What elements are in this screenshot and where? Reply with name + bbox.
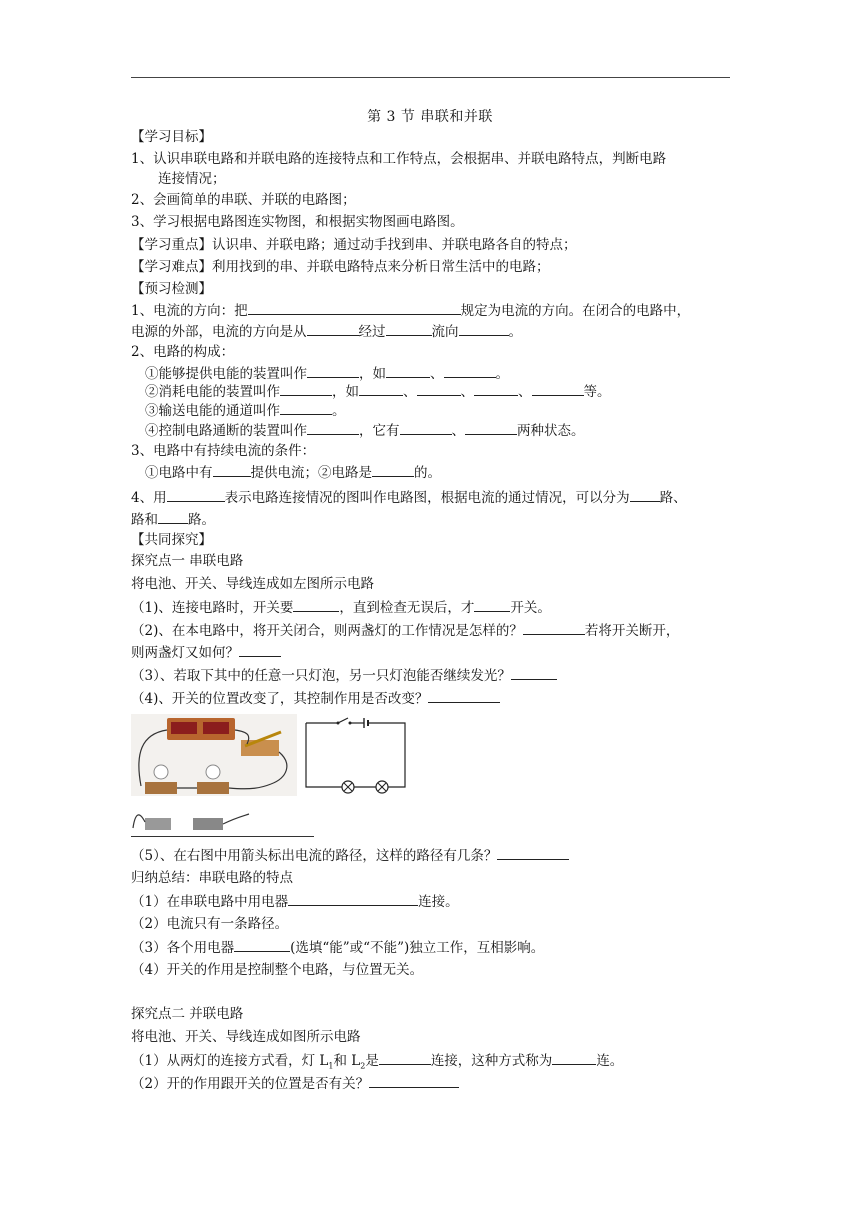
goal-1-cont: 连接情况； <box>158 171 226 187</box>
answer-blank[interactable] <box>234 938 290 952</box>
ex1-text: 则两盏灯又如何？ <box>131 645 239 661</box>
answer-blank[interactable] <box>293 598 339 612</box>
ex1-text: （1)、连接电路时，开关要 <box>131 600 294 616</box>
ex1-text: （5）、在右图中用箭头标出电流的路径，这样的路径有几条？ <box>131 848 498 864</box>
answer-blank[interactable] <box>280 382 332 396</box>
q2-text: 。 <box>495 366 509 382</box>
parallel-circuit-photo-fragment <box>131 804 251 836</box>
figure-underline <box>131 836 314 837</box>
summary-3 <box>131 938 544 957</box>
q1-text: 。 <box>508 324 522 340</box>
ex2-text: 是 <box>365 1053 379 1069</box>
subscript: 2 <box>360 1061 366 1071</box>
answer-blank[interactable] <box>511 666 557 680</box>
answer-blank[interactable] <box>386 322 432 336</box>
goal-2: 2、会画简单的串联、并联的电路图； <box>131 192 356 208</box>
answer-blank[interactable] <box>239 643 281 657</box>
explore-heading: 【共同探究】 <box>131 532 212 548</box>
explore-1-q5 <box>131 846 569 865</box>
ex1-text: 开关。 <box>510 600 551 616</box>
series-circuit-photo <box>131 714 297 796</box>
summary-1 <box>131 892 459 911</box>
q4-text: 表示电路连接情况的图叫作电路图，根据电流的通过情况，可以分为 <box>224 490 630 506</box>
series-circuit-diagram <box>300 717 410 795</box>
bulb-1-icon <box>154 765 168 779</box>
q2-text: ，如 <box>359 366 386 382</box>
q2-text: 、 <box>518 384 532 400</box>
question-2-3 <box>145 401 346 420</box>
ex1-text: （2)、在本电路中，将开关闭合，则两盏灯的工作情况是怎样的？ <box>131 623 523 639</box>
explore-1-intro: 将电池、开关、导线连成如左图所示电路 <box>131 576 374 592</box>
explore-2-q1 <box>131 1051 623 1076</box>
answer-blank[interactable] <box>372 463 414 477</box>
q1-text: 经过 <box>358 324 386 340</box>
q2-text: 、 <box>430 366 444 382</box>
ex2-text: 连接，这种方式称为 <box>430 1053 553 1069</box>
answer-blank[interactable] <box>280 401 332 415</box>
ex1-text: ，直到检查无误后，才 <box>339 600 475 616</box>
answer-blank[interactable] <box>474 598 510 612</box>
answer-blank[interactable] <box>359 382 403 396</box>
q2-text: 、 <box>451 423 465 439</box>
summary-title: 归纳总结：串联电路的特点 <box>131 870 293 886</box>
q1-text: 1、电流的方向：把 <box>131 303 248 319</box>
explore-2-q2 <box>131 1074 459 1093</box>
q2-text: 等。 <box>583 384 611 400</box>
question-3-conditions <box>145 463 441 482</box>
explore-2-intro: 将电池、开关、导线连成如图所示电路 <box>131 1029 361 1045</box>
answer-blank[interactable] <box>428 689 500 703</box>
q2-text: 两种状态。 <box>517 423 585 439</box>
answer-blank[interactable] <box>459 322 509 336</box>
lamp-1-symbol <box>342 781 354 793</box>
q1-text: 电源的外部，电流的方向是从 <box>131 324 307 340</box>
summary-text: (选填“能”或“不能”)独立工作，互相影响。 <box>290 940 545 956</box>
answer-blank[interactable] <box>248 301 461 315</box>
q1-text: 流向 <box>431 324 459 340</box>
q4-text: 路、 <box>659 490 687 506</box>
answer-blank[interactable] <box>288 892 418 906</box>
explore-1-q2 <box>131 621 679 640</box>
question-2-4 <box>145 421 585 440</box>
q2-text: 、 <box>403 384 417 400</box>
ex2-text: （2）开的作用跟开关的位置是否有关？ <box>131 1076 370 1092</box>
goal-3: 3、学习根据电路图连实物图，和根据实物图画电路图。 <box>131 214 464 230</box>
answer-blank[interactable] <box>213 463 251 477</box>
ex2-text: 和 L <box>333 1053 361 1069</box>
question-1-line1 <box>131 301 690 320</box>
answer-blank[interactable] <box>167 488 225 502</box>
explore-2-title: 探究点二 并联电路 <box>131 1006 244 1022</box>
subscript: 1 <box>328 1061 334 1071</box>
answer-blank[interactable] <box>369 1074 459 1088</box>
q2-text: ，如 <box>332 384 359 400</box>
q3-text: 的。 <box>414 465 441 481</box>
key-point: 【学习重点】认识串、并联电路；通过动手找到串、并联电路各自的特点； <box>131 237 577 253</box>
goal-1: 1、认识串联电路和并联电路的连接特点和工作特点，会根据串、并联电路特点，判断电路 <box>131 151 667 167</box>
answer-blank[interactable] <box>307 421 359 435</box>
answer-blank[interactable] <box>158 510 188 524</box>
answer-blank[interactable] <box>307 322 359 336</box>
switch-symbol <box>338 718 348 723</box>
ex1-text: 若将开关断开， <box>584 623 680 639</box>
summary-2: （2）电流只有一条路径。 <box>131 916 289 932</box>
q2-text: ④控制电路通断的装置叫作 <box>145 423 307 439</box>
bulb-2-icon <box>206 765 220 779</box>
question-4-line1 <box>131 488 687 507</box>
explore-1-q3 <box>131 666 557 685</box>
answer-blank[interactable] <box>386 364 430 378</box>
answer-blank[interactable] <box>552 1051 596 1065</box>
q2-text: ③输送电能的通道叫作 <box>145 403 280 419</box>
answer-blank[interactable] <box>532 382 584 396</box>
explore-1-q2-cont <box>131 643 281 662</box>
answer-blank[interactable] <box>465 421 517 435</box>
question-1-line2 <box>131 322 522 341</box>
ex2-text: （1）从两灯的连接方式看，灯 L <box>131 1053 329 1069</box>
lamp-holder-1 <box>145 782 177 794</box>
summary-4: （4）开关的作用是控制整个电路，与位置无关。 <box>131 962 424 978</box>
answer-blank[interactable] <box>379 1051 431 1065</box>
q4-text: 4、用 <box>131 490 167 506</box>
summary-text: （1）在串联电路中用电器 <box>131 894 289 910</box>
summary-text: 连接。 <box>418 894 459 910</box>
explore-1-q4 <box>131 689 500 708</box>
page-title: 第 3 节 串联和并联 <box>367 109 493 125</box>
answer-blank[interactable] <box>523 621 585 635</box>
answer-blank[interactable] <box>444 364 496 378</box>
answer-blank[interactable] <box>400 421 452 435</box>
lamp-holder-2 <box>197 782 229 794</box>
answer-blank[interactable] <box>307 364 359 378</box>
answer-blank[interactable] <box>497 846 569 860</box>
goals-heading: 【学习目标】 <box>131 129 212 145</box>
ex1-text: （4)、开关的位置改变了，其控制作用是否改变？ <box>131 691 429 707</box>
question-4-line2 <box>131 510 215 529</box>
q2-text: ，它有 <box>359 423 400 439</box>
difficulty: 【学习难点】利用找到的串、并联电路特点来分析日常生活中的电路； <box>131 259 550 275</box>
q3-text: ①电路中有 <box>145 465 213 481</box>
lamp-2-symbol <box>376 781 388 793</box>
q2-text: 、 <box>460 384 474 400</box>
preview-heading: 【预习检测】 <box>131 281 212 297</box>
question-2: 2、电路的构成： <box>131 344 235 360</box>
q1-text: 规定为电流的方向。在闭合的电路中， <box>460 303 691 319</box>
ex1-text: （3）、若取下其中的任意一只灯泡，另一只灯泡能否继续发光？ <box>131 668 511 684</box>
explore-1-q1 <box>131 598 551 617</box>
ex2-text: 连。 <box>596 1053 624 1069</box>
answer-blank[interactable] <box>630 488 660 502</box>
answer-blank[interactable] <box>474 382 518 396</box>
question-3: 3、电路中有持续电流的条件： <box>131 443 316 459</box>
q2-text: ①能够提供电能的装置叫作 <box>145 366 307 382</box>
q4-text: 路和 <box>131 512 158 528</box>
switch-base <box>241 740 279 756</box>
q2-text: 。 <box>332 403 346 419</box>
q3-text: 提供电流；②电路是 <box>250 465 372 481</box>
explore-1-title: 探究点一 串联电路 <box>131 553 244 569</box>
question-2-2 <box>145 382 611 401</box>
question-2-1 <box>145 364 509 383</box>
summary-text: （3）各个用电器 <box>131 940 235 956</box>
header-rule <box>131 77 730 78</box>
q2-text: ②消耗电能的装置叫作 <box>145 384 280 400</box>
answer-blank[interactable] <box>417 382 461 396</box>
q4-text: 路。 <box>188 512 215 528</box>
